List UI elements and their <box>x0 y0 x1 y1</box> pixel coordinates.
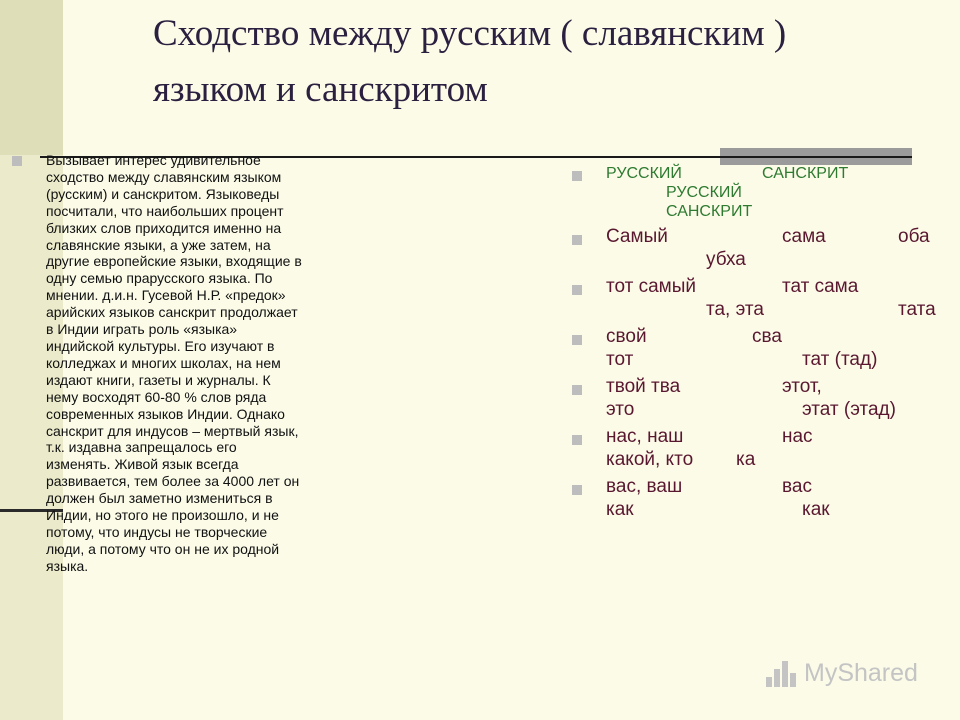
header-russian: РУССКИЙ <box>606 165 682 182</box>
word-russian-2: тот <box>606 349 634 370</box>
left-paragraph: Вызывает интерес удивительное сходство между славянским языком (русским) и санскритом. Языковеды посчитали, что наибольших процент близких слов приходится именно на славянские языки, а уже затем, на другие европейские языки, входящие в одну семью прарусского языка. По мнении. д.и.н. Гусевой Н.Р. «предок» арийских языков санскрит продолжает в Индии играть роль «языка» индийской культуры. Его изучают в колледжах и многих школах, на нем издают книги, газеты и журналы. К нему восходят 60-80 % слов ряда современных языков Индии. Однако санскрит для индусов – мертвый язык, т.к. издавна запрещалось его изменять. Живой язык всегда развивается, тем более за 4000 лет он должен был заметно измениться в Индии, но этого не произошло, и не потому, что индусы не творческие люди, а потому что он не их родной языка. <box>46 152 302 574</box>
list-item <box>572 325 952 371</box>
word-russian: вас, ваш <box>606 476 683 497</box>
word-sanskrit: нас <box>782 426 813 447</box>
bullet-square-icon <box>12 156 22 166</box>
list-item <box>572 225 952 271</box>
title-line-1: Сходство между русским ( славянским ) <box>153 13 787 54</box>
word-russian-2: этот, <box>782 376 822 397</box>
list-item <box>572 275 952 321</box>
word-sanskrit-2: тат (тад) <box>802 349 878 370</box>
word-russian-2: какой, кто <box>606 449 694 470</box>
word-russian: нас, наш <box>606 426 684 447</box>
word-russian: свой <box>606 326 647 347</box>
header-sanskrit: САНСКРИТ <box>762 165 849 182</box>
list-item <box>572 475 952 521</box>
header-russian-2: РУССКИЙ <box>666 184 742 201</box>
word-sanskrit: сама <box>782 226 826 247</box>
left-decor-band-top <box>0 0 63 155</box>
bar-chart-icon <box>766 659 800 687</box>
word-sanskrit-2: ка <box>736 449 756 470</box>
list-item-header <box>572 164 952 221</box>
word-sanskrit-2: как <box>802 499 830 520</box>
header-sanskrit-2: САНСКРИТ <box>666 203 753 220</box>
word-russian-3: это <box>606 399 635 420</box>
word-russian-2: оба <box>898 226 930 247</box>
watermark-text: MyShared <box>804 658 918 687</box>
word-sanskrit: сва <box>752 326 782 347</box>
slide-title <box>153 6 943 118</box>
word-russian: твой тва <box>606 376 681 397</box>
left-text-block <box>12 152 397 575</box>
list-item <box>572 375 952 421</box>
word-russian: тот самый <box>606 276 697 297</box>
word-sanskrit: тат сама <box>782 276 859 297</box>
word-sanskrit-2: тата <box>898 299 936 320</box>
word-sanskrit-2: убха <box>706 249 746 270</box>
title-line-2: языком и санскритом <box>153 69 488 110</box>
word-russian: Самый <box>606 226 668 247</box>
word-sanskrit: этат (этад) <box>802 399 896 420</box>
list-item <box>572 425 952 471</box>
comparison-list <box>572 164 952 525</box>
word-russian-2: как <box>606 499 634 520</box>
watermark-logo <box>766 657 918 689</box>
word-russian-2: та, эта <box>706 299 764 320</box>
word-sanskrit: вас <box>782 476 812 497</box>
